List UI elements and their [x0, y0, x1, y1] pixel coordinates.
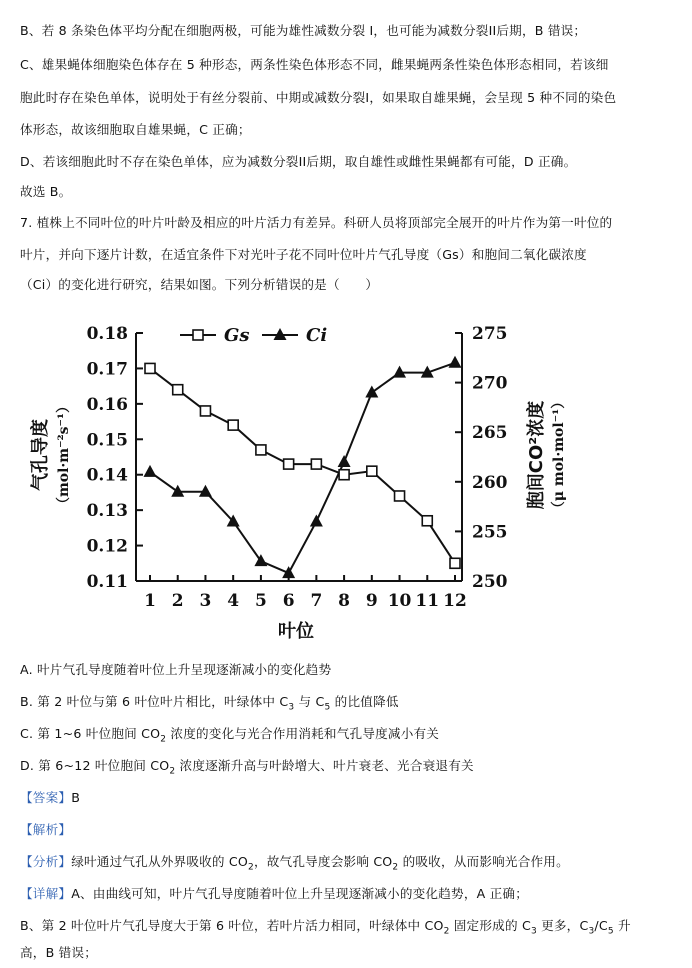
fenxi-text-1: 绿叶通过气孔从外界吸收的 CO — [71, 854, 249, 869]
gs-point — [284, 459, 294, 469]
option-d-text-1: D. 第 6~12 叶位胞间 CO — [20, 758, 170, 773]
question-7-line-2: 叶片，并向下逐片计数，在适宜条件下对光叶子花不同叶位叶片气孔导度（Gs）和胞间二氧化碳浓度 — [20, 247, 587, 262]
answer-value: B — [71, 790, 81, 805]
x-tick-label: 8 — [338, 591, 351, 611]
x-tick-label: 10 — [387, 591, 412, 611]
right-tick-label: 260 — [472, 472, 508, 493]
gs-point — [450, 558, 460, 568]
b1-text-4: /C — [594, 918, 608, 933]
x-tick-label: 7 — [310, 591, 323, 611]
gs-point — [339, 470, 349, 480]
left-tick-label: 0.15 — [86, 430, 128, 451]
option-d-text-2: 浓度逐渐升高与叶龄增大、叶片衰老、光合衰退有关 — [175, 758, 474, 773]
analysis-tag: 【解析】 — [20, 822, 72, 837]
gs-point — [395, 491, 405, 501]
gs-point — [311, 459, 321, 469]
b1-sub-2: 3 — [530, 926, 537, 937]
fenxi-sub-1: 2 — [248, 862, 254, 873]
gs-point — [173, 385, 183, 395]
right-axis-label: 胞间CO²浓度 — [526, 400, 547, 510]
paragraph-c-1: C、雄果蝇体细胞染色体存在 5 种形态，两条性染色体形态不同，雌果蝇两条性染色体形态相同，若该细 — [20, 57, 609, 72]
xiangjie-text: A、由曲线可知，叶片气孔导度随着叶位上升呈现逐渐减小的变化趋势，A 正确； — [71, 886, 529, 901]
x-tick-label: 1 — [144, 591, 156, 611]
series-line-ci — [150, 363, 455, 573]
xiangjie-tag: 【详解】 — [20, 886, 72, 901]
x-tick-label: 2 — [171, 591, 184, 611]
b1-text-1: B、第 2 叶位叶片气孔导度大于第 6 叶位，若叶片活力相同，叶绿体中 CO — [20, 918, 444, 933]
gs-point — [422, 516, 432, 526]
right-tick-label: 275 — [472, 324, 508, 344]
option-b-text-1: B. 第 2 叶位与第 6 叶位叶片相比，叶绿体中 C — [20, 694, 289, 709]
paragraph-b: B、若 8 条染色体平均分配在细胞两极，可能为雄性减数分裂 I，也可能为减数分裂II后期，B 错误； — [20, 23, 587, 38]
option-c-sub: 2 — [160, 734, 167, 745]
option-c-text-1: C. 第 1~6 叶位胞间 CO — [20, 726, 161, 741]
analysis-b-line-1 — [20, 917, 631, 935]
fenxi-text-3: 的吸收，从而影响光合作用。 — [398, 854, 569, 869]
ci-point — [449, 356, 462, 368]
legend-gs-label: Gs — [224, 325, 250, 346]
x-tick-label: 5 — [254, 591, 267, 611]
b1-text-3: 更多，C — [536, 918, 589, 933]
x-tick-label: 6 — [282, 591, 295, 611]
left-tick-label: 0.16 — [86, 394, 128, 415]
chart-legend — [180, 325, 327, 346]
fenxi-text-2: ，故气孔导度会影响 CO — [253, 854, 393, 869]
x-tick-label: 3 — [199, 591, 212, 611]
answer-line — [20, 789, 80, 807]
left-axis-unit: （mol·m⁻²s⁻¹） — [56, 398, 72, 512]
question-7-line-3: （Ci）的变化进行研究，结果如图。下列分析错误的是（ ） — [20, 277, 379, 292]
option-a: A. 叶片气孔导度随着叶位上升呈现逐渐减小的变化趋势 — [20, 662, 332, 677]
left-axis-label: 气孔导度 — [30, 419, 51, 491]
right-tick-label: 265 — [472, 423, 508, 444]
left-y-ticks — [87, 324, 143, 592]
ci-point — [365, 386, 378, 398]
paragraph-c-2: 胞此时存在染色单体，说明处于有丝分裂前、中期或减数分裂I，如果取自雄果蝇，会呈现 5 种不同的染色 — [20, 90, 617, 105]
left-tick-label: 0.12 — [86, 536, 128, 557]
right-tick-label: 255 — [472, 522, 508, 543]
b1-text-2: 固定形成的 C — [449, 918, 531, 933]
chart-axes — [136, 333, 462, 581]
left-tick-label: 0.14 — [86, 465, 128, 486]
gs-point — [200, 406, 210, 416]
x-tick-label: 11 — [415, 591, 440, 611]
option-d-sub: 2 — [169, 766, 176, 777]
left-tick-label: 0.18 — [86, 324, 128, 344]
option-c — [20, 725, 439, 743]
left-tick-label: 0.13 — [86, 501, 128, 522]
gs-point — [256, 445, 266, 455]
option-b-sub-2: 5 — [324, 702, 331, 713]
analysis-xiangjie — [20, 885, 528, 903]
option-c-text-2: 浓度的变化与光合作用消耗和气孔导度减小有关 — [166, 726, 440, 741]
ci-point — [144, 465, 157, 477]
x-tick-label: 9 — [365, 591, 378, 611]
ci-point — [310, 514, 323, 526]
option-b-text-3: 的比值降低 — [330, 694, 399, 709]
option-b-text-2: 与 C — [294, 694, 325, 709]
right-tick-label: 250 — [472, 572, 508, 592]
b1-text-5: 升 — [613, 918, 631, 933]
analysis-fenxi — [20, 853, 569, 871]
b1-sub-1: 2 — [443, 926, 450, 937]
right-axis-unit: （μ mol·mol⁻¹） — [551, 394, 567, 516]
x-tick-label: 4 — [227, 591, 240, 611]
analysis-b-line-2: 高，B 错误； — [20, 945, 98, 960]
analysis-heading — [20, 821, 71, 839]
gs-point — [367, 466, 377, 476]
b1-sub-3: 3 — [588, 926, 595, 937]
ci-point — [338, 455, 351, 467]
right-tick-label: 270 — [472, 373, 508, 394]
series-lines — [150, 363, 455, 573]
series-markers — [144, 356, 462, 578]
legend-gs-marker — [193, 330, 203, 340]
series-line-gs — [150, 368, 455, 563]
fenxi-sub-2: 2 — [392, 862, 399, 873]
paragraph-d: D、若该细胞此时不存在染色单体，应为减数分裂II后期，取自雄性或雌性果蝇都有可能，D 正确。 — [20, 154, 577, 169]
gs-point — [228, 420, 238, 430]
left-tick-label: 0.11 — [86, 572, 128, 592]
question-7-line-1: 7. 植株上不同叶位的叶片叶龄及相应的叶片活力有差异。科研人员将顶部完全展开的叶片作为第一叶位的 — [20, 215, 613, 230]
x-axis-label: 叶位 — [278, 621, 314, 642]
option-d — [20, 757, 474, 775]
legend-ci-label: Ci — [306, 325, 328, 346]
b1-sub-4: 5 — [607, 926, 614, 937]
answer-tag: 【答案】 — [20, 790, 72, 805]
paragraph-conclusion: 故选 B。 — [20, 184, 72, 199]
x-tick-label: 12 — [443, 591, 467, 611]
option-b-sub-1: 3 — [288, 702, 295, 713]
gs-point — [145, 363, 155, 373]
left-tick-label: 0.17 — [86, 359, 128, 380]
fenxi-tag: 【分析】 — [20, 854, 72, 869]
option-b — [20, 693, 399, 711]
paragraph-c-3: 体形态，故该细胞取自雄果蝇，C 正确； — [20, 122, 251, 137]
